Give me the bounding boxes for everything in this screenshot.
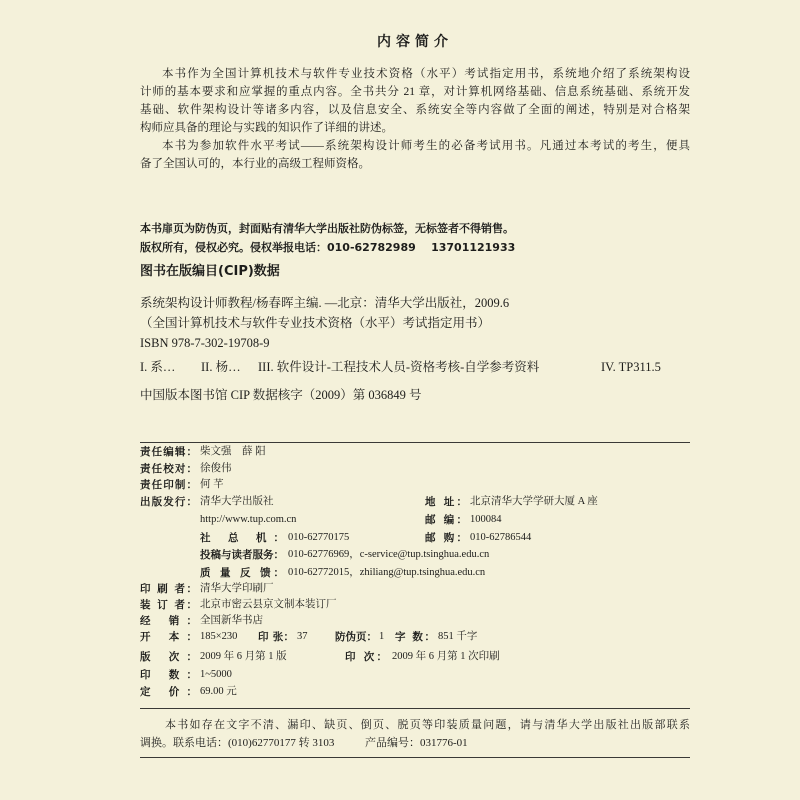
summary-title: 内容简介 <box>377 34 453 50</box>
cip-isbn: ISBN 978-7-302-19708-9 <box>140 336 270 350</box>
address-label: 地 址： <box>425 496 467 508</box>
price-label: 定 价： <box>140 686 197 698</box>
format-label: 开 本： <box>140 631 197 643</box>
publisher-label: 出版发行： <box>140 496 197 508</box>
printer-label: 印 刷 者： <box>140 583 197 595</box>
summary-paragraph-1-line: 计师的基本要求和应掌握的重点内容。全书共分 21 章，对计算机网络基础、信息系统基础、系统开发 <box>140 86 690 98</box>
switchboard-label: 社 总 机： <box>200 532 284 544</box>
contact-info: 调换。联系电话：(010)62770177 转 3103 <box>140 737 335 749</box>
anti-fake-pages-value: 1 <box>379 631 385 642</box>
price-value: 69.00 元 <box>200 686 237 697</box>
imprint-row <box>0 494 800 510</box>
impression-value: 2009 年 6 月第 1 次印刷 <box>392 651 500 662</box>
proofreader-value: 徐俊伟 <box>200 463 232 474</box>
imprint-row <box>0 684 800 700</box>
divider <box>140 442 690 443</box>
mail-order-label: 邮 购： <box>425 532 467 544</box>
postcode-value: 100084 <box>470 514 502 525</box>
summary-paragraph-1-line: 基础、软件架构设计等诸多内容，以及信息安全、系统安全等内容做了全面的阐述，特别是对合格架 <box>140 104 690 116</box>
cip-class-item: II. 杨… <box>201 360 241 374</box>
publisher-value: 清华大学出版社 <box>200 496 274 507</box>
format-value: 185×230 <box>200 631 238 642</box>
imprint-row <box>0 667 800 683</box>
mail-order-value: 010-62786544 <box>470 532 532 543</box>
print-supervisor-label: 责任印制： <box>140 479 197 491</box>
summary-paragraph-1-line: 构师应具备的理论与实践的知识作了详细的讲述。 <box>140 122 393 134</box>
quality-feedback-label: 质 量 反 馈： <box>200 567 284 579</box>
print-supervisor-value: 何 芊 <box>200 479 224 490</box>
imprint-row <box>0 444 800 460</box>
imprint-row <box>0 581 800 597</box>
reader-service-value: 010-62776969，c-service@tup.tsinghua.edu.cn <box>288 549 490 560</box>
imprint-row <box>0 461 800 477</box>
imprint-row <box>0 530 800 546</box>
cip-entry-line: 系统架构设计师教程/杨春晖主编. —北京：清华大学出版社，2009.6 <box>140 296 510 310</box>
edition-label: 版 次： <box>140 651 197 663</box>
responsible-editor-label: 责任编辑： <box>140 446 197 458</box>
copyright-notice: 版权所有，侵权必究。侵权举报电话：010-62782989 13701121933 <box>140 241 516 254</box>
summary-paragraph-2-line: 本书为参加软件水平考试——系统架构设计师考生的必备考试用书。凡通过本考试的考生，便具 <box>162 140 690 152</box>
imprint-row <box>0 629 800 645</box>
printer-value: 清华大学印刷厂 <box>200 583 274 594</box>
product-code: 产品编号：031776-01 <box>365 737 468 749</box>
cip-record-number: 中国版本图书馆 CIP 数据核字（2009）第 036849 号 <box>140 388 422 402</box>
divider <box>140 757 690 758</box>
imprint-row <box>0 547 800 563</box>
imprint-row <box>0 597 800 613</box>
word-count-label: 字 数： <box>395 631 435 643</box>
printed-sheets-label: 印 张： <box>258 631 294 643</box>
anti-fake-pages-label: 防伪页： <box>335 631 377 643</box>
divider <box>140 708 690 709</box>
word-count-value: 851 千字 <box>438 631 478 642</box>
imprint-row <box>0 649 800 665</box>
distributor-value: 全国新华书店 <box>200 615 263 626</box>
quality-feedback-value: 010-62772015，zhiliang@tup.tsinghua.edu.cn <box>288 567 486 578</box>
quality-note: 本书如存在文字不清、漏印、缺页、倒页、脱页等印装质量问题，请与清华大学出版社出版部联系 <box>165 719 690 731</box>
responsible-editor-value: 柴文强 薛 阳 <box>200 446 266 457</box>
cip-class-item: III. 软件设计-工程技术人员-资格考核-自学参考资料 <box>258 360 540 374</box>
impression-label: 印 次： <box>345 651 387 663</box>
summary-paragraph-1-line: 本书作为全国计算机技术与软件专业技术资格（水平）考试指定用书，系统地介绍了系统架构设 <box>162 68 690 80</box>
imprint-row <box>0 613 800 629</box>
printed-sheets-value: 37 <box>297 631 308 642</box>
cip-heading: 图书在版编目(CIP)数据 <box>140 264 280 279</box>
distributor-label: 经 销： <box>140 615 197 627</box>
anti-counterfeit-notice: 本书扉页为防伪页，封面贴有清华大学出版社防伪标签，无标签者不得销售。 <box>140 222 514 235</box>
binder-value: 北京市密云县京文制本装订厂 <box>200 599 337 610</box>
postcode-label: 邮 编： <box>425 514 467 526</box>
imprint-row <box>0 477 800 493</box>
imprint-row <box>0 565 800 581</box>
proofreader-label: 责任校对： <box>140 463 197 475</box>
reader-service-label: 投稿与读者服务： <box>200 549 284 561</box>
edition-value: 2009 年 6 月第 1 版 <box>200 651 287 662</box>
cip-class-item: IV. TP311.5 <box>601 360 661 374</box>
print-run-label: 印 数： <box>140 669 197 681</box>
imprint-row <box>0 512 800 528</box>
binder-label: 装 订 者： <box>140 599 197 611</box>
cip-entry-line: （全国计算机技术与软件专业技术资格（水平）考试指定用书） <box>140 316 491 330</box>
publisher-website: http://www.tup.com.cn <box>200 514 297 525</box>
summary-paragraph-2-line: 备了全国认可的，本行业的高级工程师资格。 <box>140 158 370 170</box>
cip-class-item: I. 系… <box>140 360 176 374</box>
address-value: 北京清华大学学研大厦 A 座 <box>470 496 598 507</box>
switchboard-value: 010-62770175 <box>288 532 350 543</box>
print-run-value: 1~5000 <box>200 669 232 680</box>
